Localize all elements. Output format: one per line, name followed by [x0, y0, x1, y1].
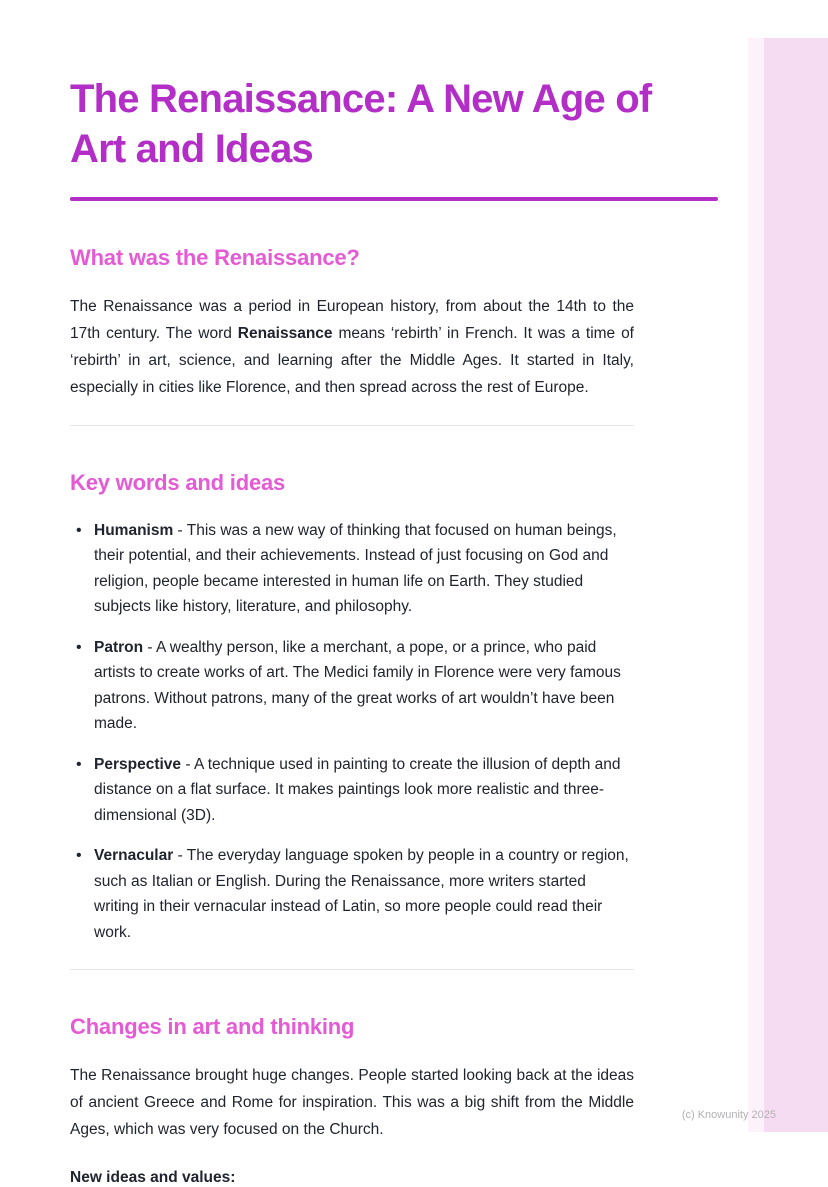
section-heading-key-words: Key words and ideas [70, 469, 286, 495]
intro-paragraph-pre: The Renaissance was a period in European history, from about the 14th to the 17th century. The word [70, 297, 634, 342]
bullet-icon: • [76, 847, 82, 865]
right-accent-stripe-inner [748, 38, 764, 1132]
copyright-footer: (c) Knowunity 2025 [681, 1109, 776, 1121]
list-item-vernacular [70, 843, 634, 945]
keyword-definition: - The everyday language spoken by people in a country or region, such as Italian or English. During the Renaissance, more writers started writing in their vernacular instead of Latin, so more people could read their work. [94, 847, 629, 941]
new-ideas-subheading: New ideas and values: [70, 1169, 236, 1187]
document-content [70, 74, 652, 1187]
keyword-list [70, 518, 634, 946]
keyword-definition: - A technique used in painting to create the illusion of depth and distance on a flat surface. It makes paintings look more realistic and three-dimensional (3D). [94, 755, 621, 824]
keyword-term: Patron [94, 638, 144, 656]
list-item-perspective [70, 752, 634, 829]
intro-paragraph [70, 293, 634, 401]
list-item-patron [70, 635, 634, 737]
right-accent-stripe [748, 38, 828, 1132]
intro-paragraph-post: means ‘rebirth’ in French. It was a time of ‘rebirth’ in art, science, and learning after the Middle Ages. It started in Italy, especially in cities like Florence, and then spread across the rest of Europe. [70, 324, 634, 396]
keyword-definition: - A wealthy person, like a merchant, a pope, or a prince, who paid artists to create works of art. The Medici family in Florence were very famous patrons. Without patrons, many of the great works of art wouldn’t have been made. [94, 638, 621, 733]
bullet-icon: • [76, 755, 82, 773]
keyword-term: Vernacular [94, 847, 174, 865]
keyword-term: Perspective [94, 755, 182, 773]
title-divider-rule [70, 197, 718, 201]
changes-paragraph: The Renaissance brought huge changes. People started looking back at the ideas of ancient Greece and Rome for inspiration. This was a big shift from the Middle Ages, which was very focused on the Church. [70, 1067, 634, 1139]
bullet-icon: • [76, 638, 82, 656]
section-heading-what-was: What was the Renaissance? [70, 244, 360, 270]
intro-paragraph-bold-term: Renaissance [237, 324, 333, 342]
keyword-definition: - This was a new way of thinking that focused on human beings, their potential, and their achievements. Instead of just focusing on God and religion, people became interested in human life on Earth. They studied subjects like history, literature, and philosophy. [94, 521, 617, 616]
section-divider-2 [70, 969, 634, 970]
keyword-term: Humanism [94, 521, 174, 539]
section-heading-changes: Changes in art and thinking [70, 1014, 355, 1040]
page-title: The Renaissance: A New Age of Art and Ideas [70, 77, 652, 172]
bullet-icon: • [76, 521, 82, 539]
section-divider-1 [70, 425, 634, 426]
list-item-humanism [70, 518, 634, 620]
